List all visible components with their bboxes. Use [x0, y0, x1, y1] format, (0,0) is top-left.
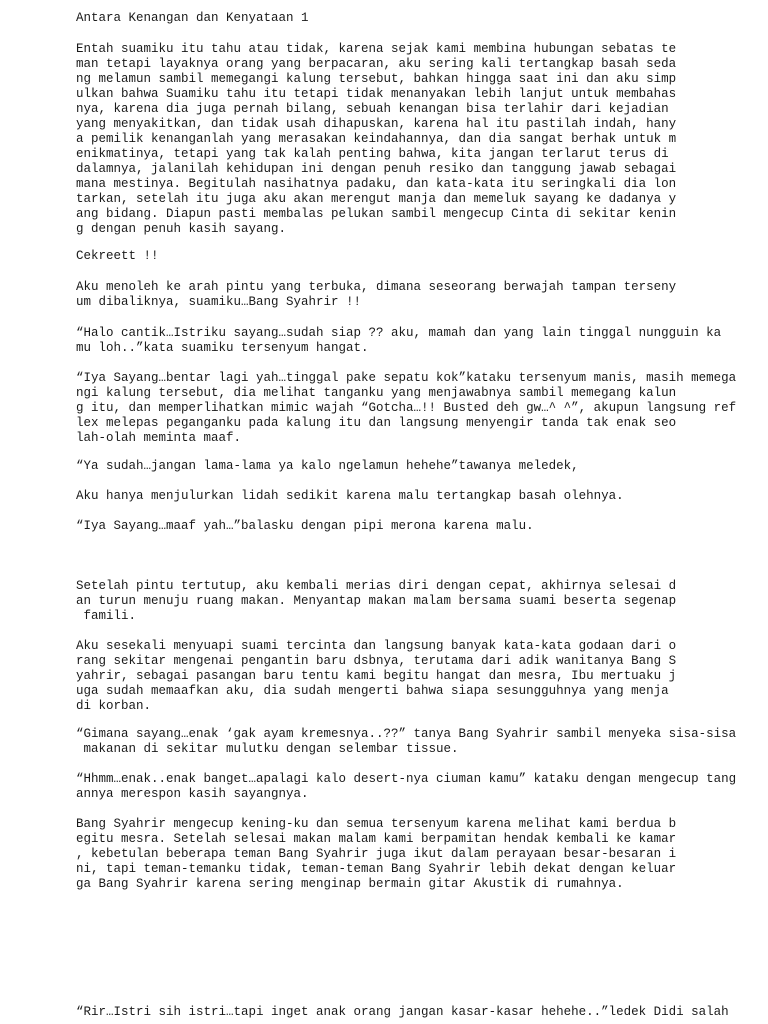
paragraph-iya-sayang-maaf: “Iya Sayang…maaf yah…”balasku dengan pipi merona karena malu.	[76, 519, 534, 533]
paragraph-rir-istri: “Rir…Istri sih istri…tapi inget anak orang jangan kasar-kasar hehehe..”ledek Didi salah	[76, 1005, 729, 1019]
paragraph-halo-cantik: “Halo cantik…Istriku sayang…sudah siap ?? aku, mamah dan yang lain tinggal nungguin ka mu loh..”kata suamiku tersenyum hangat.	[76, 326, 722, 355]
paragraph-mengecup-kening: Bang Syahrir mengecup kening-ku dan semua tersenyum karena melihat kami berdua b egitu mesra. Setelah selesai makan malam kami berpamitan hendak kembali ke kamar , kebetulan beberapa teman Bang Syahrir juga ikut dalam perayaan besar-besaran i ni, tapi teman-temanku tidak, teman-teman Bang Syahrir lebih dekat dengan keluar ga Bang Syahrir karena sering menginap bermain gitar Akustik di rumahnya.	[76, 817, 677, 891]
paragraph-menoleh-pintu: Aku menoleh ke arah pintu yang terbuka, dimana seseorang berwajah tampan terseny um dibaliknya, suamiku…Bang Syahrir !!	[76, 280, 677, 309]
paragraph-ya-sudah: “Ya sudah…jangan lama-lama ya kalo ngelamun hehehe”tawanya meledek,	[76, 459, 579, 473]
paragraph-julur-lidah: Aku hanya menjulurkan lidah sedikit karena malu tertangkap basah olehnya.	[76, 489, 624, 503]
paragraph-menyuapi-suami: Aku sesekali menyuapi suami tercinta dan langsung banyak kata-kata godaan dari o rang sekitar mengenai pengantin baru dsbnya, terutama dari adik wanitanya Bang S yahrir, sebagai pasangan baru tentu kami begitu hangat dan mesra, Ibu mertuaku j uga sudah memaafkan aku, dia sudah mengerti bahwa siapa sesungguhnya yang menja di korban.	[76, 639, 677, 713]
paragraph-iya-sayang-bentar: “Iya Sayang…bentar lagi yah…tinggal pake sepatu kok”kataku tersenyum manis, masih memega ngi kalung tersebut, dia melihat tanganku yang menjawabnya sambil memegang kalun g itu, dan memperlihatkan mimic wajah “Gotcha…!! Busted deh gw…^ ^”, akupun langsung ref lex melepas peganganku pada kalung itu dan langsung menyengir tanda tak enak seo lah-olah meminta maaf.	[76, 371, 737, 445]
paragraph-cekreett: Cekreett !!	[76, 249, 159, 263]
paragraph-suami-kenangan: Entah suamiku itu tahu atau tidak, karena sejak kami membina hubungan sebatas te man tetapi layaknya orang yang berpacaran, aku sering kali tertangkap basah seda ng melamun sambil memegangi kalung tersebut, bahkan hingga saat ini dan aku simp ulkan bahwa Suamiku tahu itu tetapi tidak menanyakan lebih lanjut untuk membahas nya, karena dia juga pernah bilang, sebuah kenangan bisa terlahir dari kejadian yang menyakitkan, dan tidak usah dihapuskan, karena hal itu pastilah indah, hany a pemilik kenanganlah yang merasakan keindahannya, dan dia sangat berhak untuk m enikmatinya, tetapi yang tak kalah penting bahwa, kita jangan terlarut terus di dalamnya, jalanilah kehidupan ini dengan penuh resiko dan tanggung jawab sebagai mana mestinya. Begitulah nasihatnya padaku, dan kata-kata itu seringkali dia lon tarkan, setelah itu juga aku akan merengut manja dan memeluk sayang ke dadanya y ang bidang. Diapun pasti membalas pelukan sambil mengecup Cinta di sekitar kenin g dengan penuh kasih sayang.	[76, 42, 677, 236]
paragraph-hhmm-enak: “Hhmm…enak..enak banget…apalagi kalo desert-nya ciuman kamu” kataku dengan mengecup tang annya merespon kasih sayangnya.	[76, 772, 737, 801]
document-title: Antara Kenangan dan Kenyataan 1	[76, 11, 309, 25]
paragraph-pintu-tertutup: Setelah pintu tertutup, aku kembali merias diri dengan cepat, akhirnya selesai d an turun menuju ruang makan. Menyantap makan malam bersama suami beserta segenap famili.	[76, 579, 677, 623]
paragraph-gimana-sayang: “Gimana sayang…enak ‘gak ayam kremesnya..??” tanya Bang Syahrir sambil menyeka sisa-sisa makanan di sekitar mulutku dengan selembar tissue.	[76, 727, 737, 756]
